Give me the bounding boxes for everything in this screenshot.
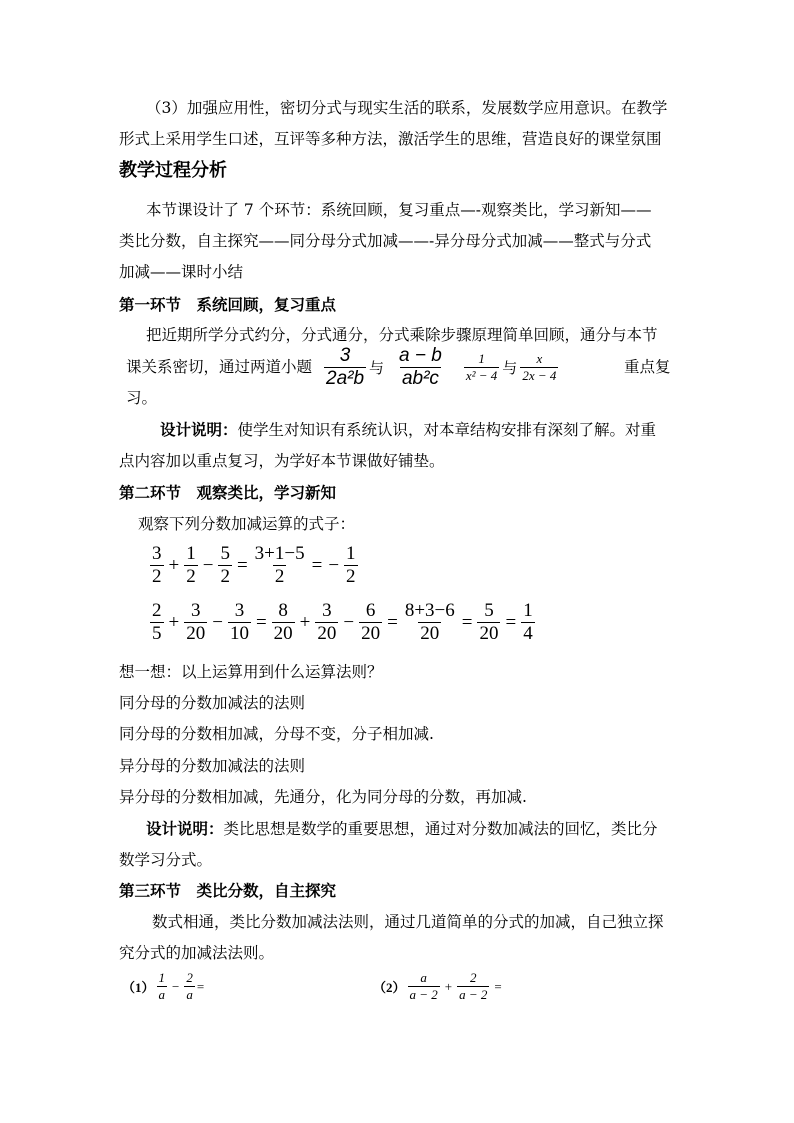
numerator: 3 xyxy=(322,600,332,621)
paragraph-line: 形式上采用学生口述，互评等多种方法，激活学生的思维，营造良好的课堂氛围 xyxy=(119,130,662,148)
rule-text: 同分母的分数相加减，分母不变，分子相加减. xyxy=(119,725,434,743)
fraction xyxy=(477,600,500,645)
paragraph-line: 点内容加以重点复习，为学好本节课做好铺垫。 xyxy=(119,452,445,470)
paragraph-line: 本节课设计了 7 个环节：系统回顾，复习重点—-观察类比，学习新知—— xyxy=(146,201,652,219)
operator: = xyxy=(461,611,473,633)
operator: − xyxy=(343,611,355,633)
paragraph-line: 加减——课时小结 xyxy=(119,263,244,281)
equation-1 xyxy=(148,543,360,588)
denominator: 20 xyxy=(317,623,337,644)
fraction xyxy=(359,600,382,645)
numerator: 8 xyxy=(278,600,288,621)
paragraph-line: 究分式的加减法法则。 xyxy=(119,944,275,962)
numerator: 1 xyxy=(186,543,196,564)
equation-2 xyxy=(148,600,537,645)
operator: = xyxy=(196,978,205,994)
fraction xyxy=(521,600,535,645)
fraction xyxy=(520,351,558,384)
fraction xyxy=(218,543,232,588)
numerator: 3 xyxy=(152,543,162,564)
connector-text: 与 xyxy=(369,361,385,377)
rule-title: 异分母的分数加减法的法则 xyxy=(119,757,306,775)
paragraph-line: 把近期所学分式约分，分式通分，分式乘除步骤原理简单回顾，通分与本节 xyxy=(146,326,658,344)
denominator: a xyxy=(186,987,193,1002)
numerator: x xyxy=(536,351,543,366)
fraction xyxy=(253,543,307,588)
rule-title: 同分母的分数加减法的法则 xyxy=(119,694,306,712)
denominator: 20 xyxy=(273,623,293,644)
fraction xyxy=(184,543,198,588)
denominator: 2 xyxy=(346,566,356,587)
exercise-label: （2） xyxy=(373,980,406,995)
denominator: 20 xyxy=(186,623,206,644)
denominator: a xyxy=(158,987,166,1002)
paragraph-line: （3）加强应用性，密切分式与现实生活的联系，发展数学应用意识。在教学 xyxy=(146,99,668,117)
exercise-2 xyxy=(373,970,505,1003)
operator: + xyxy=(444,978,453,994)
denominator: a − 2 xyxy=(409,987,438,1002)
design-note xyxy=(146,818,658,840)
fraction xyxy=(403,600,457,645)
fraction xyxy=(408,970,440,1003)
section-title: 第三环节 类比分数，自主探究 xyxy=(119,881,337,900)
paragraph-line: 观察下列分数加减运算的式子： xyxy=(138,515,356,533)
denominator: 4 xyxy=(523,623,533,644)
paragraph-line: 习。 xyxy=(126,389,158,407)
fraction xyxy=(272,600,295,645)
paragraph-line: 课关系密切，通过两道小题 xyxy=(126,358,313,376)
operator: = xyxy=(505,611,517,633)
denominator: x² − 4 xyxy=(465,368,498,383)
operator: − xyxy=(212,611,223,633)
operator: = xyxy=(387,611,398,633)
connector-text: 与 xyxy=(502,361,518,377)
operator: − xyxy=(328,554,340,576)
denominator: 2 xyxy=(186,566,196,587)
denominator: 20 xyxy=(420,623,440,644)
numerator: 3 xyxy=(234,600,245,621)
denominator: 10 xyxy=(229,623,249,644)
paragraph-line: 想一想：以上运算用到什么运算法则？ xyxy=(119,663,383,681)
operator: = xyxy=(494,978,502,994)
section-title: 第二环节 观察类比，学习新知 xyxy=(119,483,337,502)
design-note-label: 设计说明： xyxy=(146,819,224,838)
rule-text: 异分母的分数相加减，先通分，化为同分母的分数，再加减. xyxy=(119,788,527,806)
operator: + xyxy=(299,611,311,633)
fraction xyxy=(344,543,358,588)
operator: − xyxy=(202,554,214,576)
fraction xyxy=(397,345,444,390)
numerator: 2 xyxy=(152,600,162,621)
exercise-label: （1） xyxy=(122,980,155,995)
denominator: 5 xyxy=(152,623,162,644)
section-title: 第一环节 系统回顾，复习重点 xyxy=(119,295,337,314)
denominator: a − 2 xyxy=(459,987,488,1002)
denominator: ab²c xyxy=(401,368,439,389)
fraction xyxy=(150,543,164,588)
numerator: 3 xyxy=(190,600,201,621)
numerator: 8+3−6 xyxy=(404,600,455,621)
numerator: 3+1−5 xyxy=(254,543,305,564)
paragraph-line: 数学习分式。 xyxy=(119,851,213,869)
numerator: 3 xyxy=(339,345,351,366)
numerator: 6 xyxy=(365,600,376,621)
fraction xyxy=(315,600,338,645)
numerator: 1 xyxy=(158,970,166,985)
operator: = xyxy=(255,611,267,633)
paragraph-line: 数式相通，类比分数加减法法则，通过几道简单的分式的加减，自己独立探 xyxy=(152,913,664,931)
design-note xyxy=(160,419,656,441)
numerator: a xyxy=(420,970,427,985)
fraction xyxy=(150,600,164,645)
design-note-text: 使学生对知识有系统认识，对本章结构安排有深刻了解。对重 xyxy=(237,421,657,439)
design-note-text: 类比思想是数学的重要思想，通过对分数加减法的回忆，类比分 xyxy=(223,820,658,838)
numerator: 2 xyxy=(186,970,193,985)
denominator: 2 xyxy=(220,566,230,587)
numerator: 5 xyxy=(220,543,230,564)
denominator: 20 xyxy=(361,623,381,644)
denominator: 20 xyxy=(479,623,499,644)
paragraph-line: 重点复 xyxy=(624,358,671,376)
denominator: 2a²b xyxy=(326,368,365,389)
operator: + xyxy=(168,611,180,633)
numerator: a − b xyxy=(399,345,442,366)
operator: − xyxy=(172,978,180,994)
design-note-label: 设计说明： xyxy=(160,420,238,439)
section-heading: 教学过程分析 xyxy=(119,160,227,181)
paragraph-line: 类比分数，自主探究——同分母分式加减——-异分母分式加减——整式与分式 xyxy=(119,232,652,250)
numerator: 1 xyxy=(346,543,356,564)
fraction xyxy=(457,970,489,1003)
operator: = xyxy=(236,554,248,576)
denominator: 2 xyxy=(274,566,285,587)
fraction xyxy=(228,600,251,645)
numerator: 2 xyxy=(470,970,477,985)
operator: + xyxy=(168,554,180,576)
denominator: 2x − 4 xyxy=(522,368,557,383)
inline-formula-group xyxy=(322,345,560,390)
operator: = xyxy=(311,554,323,576)
numerator: 1 xyxy=(478,351,485,366)
fraction xyxy=(324,345,366,390)
fraction xyxy=(464,351,499,384)
fraction xyxy=(184,970,195,1003)
numerator: 5 xyxy=(484,600,494,621)
fraction xyxy=(157,970,168,1003)
denominator: 2 xyxy=(152,566,162,587)
numerator: 1 xyxy=(523,600,533,621)
fraction xyxy=(184,600,207,645)
exercise-1 xyxy=(122,970,204,1003)
